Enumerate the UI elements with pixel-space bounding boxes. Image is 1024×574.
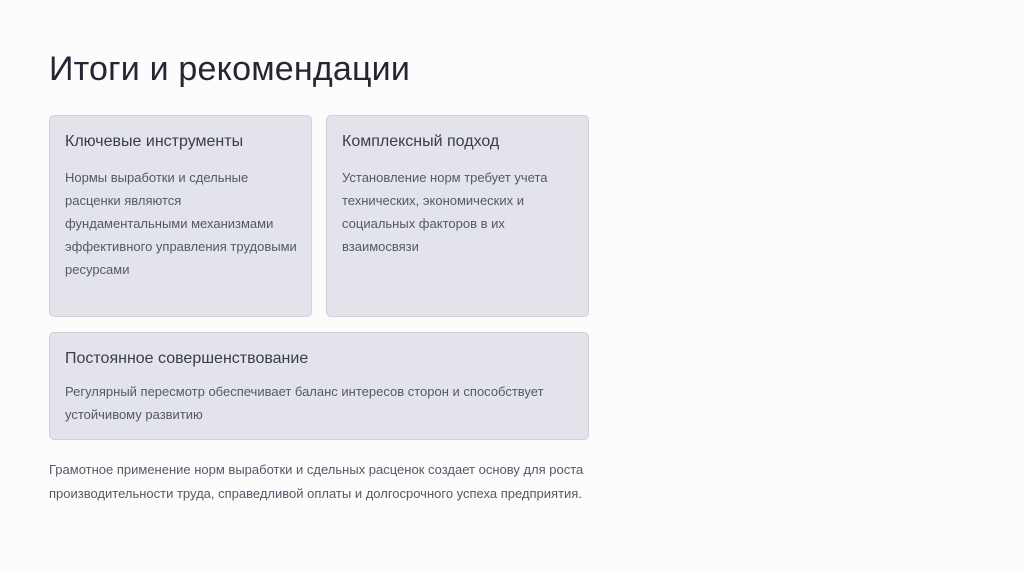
card-complex-approach — [326, 115, 589, 317]
card-text: Нормы выработки и сдельные расценки являются фундаментальными механизмами эффективного управления трудовыми ресурсами — [65, 170, 297, 277]
card-heading: Комплексный подход — [342, 133, 500, 150]
card-text: Регулярный пересмотр обеспечивает баланс интересов сторон и способствует устойчивому развитию — [65, 384, 544, 422]
card-heading: Ключевые инструменты — [65, 133, 244, 150]
slide-title: Итоги и рекомендации — [49, 50, 411, 88]
card-continuous-improvement — [49, 332, 589, 440]
card-key-tools — [49, 115, 312, 317]
summary-text: Грамотное применение норм выработки и сдельных расценок создает основу для роста производительности труда, справедливой оплаты и долгосрочного успеха предприятия. — [49, 462, 584, 501]
card-text: Установление норм требует учета технических, экономических и социальных факторов в их взаимосвязи — [342, 170, 548, 254]
card-heading: Постоянное совершенствование — [65, 350, 309, 367]
